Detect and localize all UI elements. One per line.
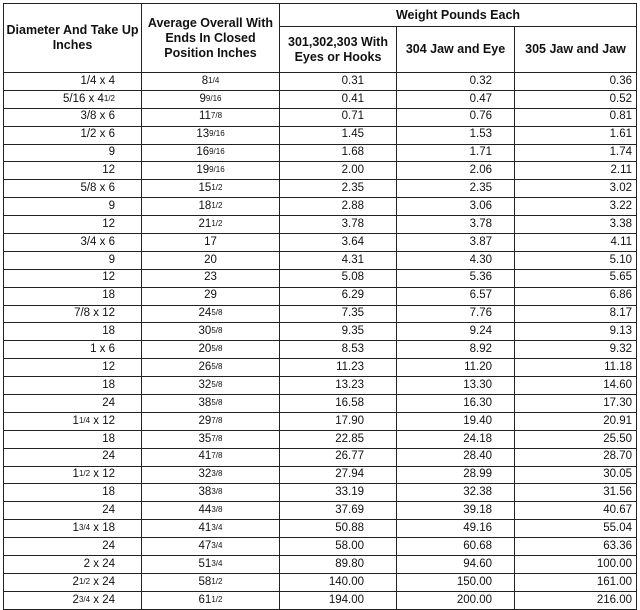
cell-weight-305: 11.18	[515, 359, 637, 377]
cell-length: $61^{1/2}$	[142, 591, 280, 609]
cell-weight-305: 31.56	[515, 484, 637, 502]
cell-weight-304: 7.76	[397, 305, 515, 323]
cell-weight-304: 1.71	[397, 144, 515, 162]
header-305: 305 Jaw and Jaw	[515, 27, 637, 73]
cell-weight-304: 3.06	[397, 198, 515, 216]
cell-weight-301: 3.78	[280, 216, 397, 234]
cell-weight-305: 40.67	[515, 502, 637, 520]
weight-table	[3, 3, 637, 610]
cell-length: $9^{9/16}$	[142, 90, 280, 108]
cell-diameter: 24	[4, 395, 142, 413]
cell-length: 17	[142, 234, 280, 252]
cell-weight-301: 2.00	[280, 162, 397, 180]
cell-weight-305: 0.81	[515, 108, 637, 126]
table-row	[4, 90, 637, 108]
cell-diameter: 5/16 x $4^{1/2}$	[4, 90, 142, 108]
cell-weight-301: 17.90	[280, 412, 397, 430]
cell-length: $35^{7/8}$	[142, 430, 280, 448]
table-row	[4, 251, 637, 269]
cell-length: $8^{1/4}$	[142, 73, 280, 91]
cell-weight-304: 94.60	[397, 556, 515, 574]
cell-diameter: $2^{1/2}$ x 24	[4, 573, 142, 591]
cell-length: $24^{5/8}$	[142, 305, 280, 323]
cell-diameter: 9	[4, 144, 142, 162]
cell-weight-305: 100.00	[515, 556, 637, 574]
cell-weight-304: 4.30	[397, 251, 515, 269]
cell-weight-301: 9.35	[280, 323, 397, 341]
cell-diameter: $1^{3/4}$ x 18	[4, 520, 142, 538]
cell-weight-301: 7.35	[280, 305, 397, 323]
table-row	[4, 520, 637, 538]
cell-weight-301: 0.31	[280, 73, 397, 91]
table-row	[4, 359, 637, 377]
cell-diameter: 18	[4, 377, 142, 395]
cell-diameter: 3/4 x 6	[4, 234, 142, 252]
cell-weight-301: 2.88	[280, 198, 397, 216]
cell-diameter: 1/4 x 4	[4, 73, 142, 91]
cell-diameter: 12	[4, 162, 142, 180]
header-diameter: Diameter And Take Up Inches	[4, 4, 142, 73]
cell-weight-304: 6.57	[397, 287, 515, 305]
header-301: 301,302,303 With Eyes or Hooks	[280, 27, 397, 73]
table-row	[4, 341, 637, 359]
cell-weight-305: 216.00	[515, 591, 637, 609]
cell-weight-305: 6.86	[515, 287, 637, 305]
cell-diameter: 5/8 x 6	[4, 180, 142, 198]
cell-length: $30^{5/8}$	[142, 323, 280, 341]
cell-weight-305: 4.11	[515, 234, 637, 252]
cell-diameter: 18	[4, 323, 142, 341]
cell-weight-301: 22.85	[280, 430, 397, 448]
table-row	[4, 180, 637, 198]
cell-weight-305: 63.36	[515, 538, 637, 556]
cell-weight-301: 6.29	[280, 287, 397, 305]
cell-weight-301: 33.19	[280, 484, 397, 502]
cell-diameter: 1 x 6	[4, 341, 142, 359]
cell-weight-301: 89.80	[280, 556, 397, 574]
cell-length: $15^{1/2}$	[142, 180, 280, 198]
cell-weight-305: 3.22	[515, 198, 637, 216]
cell-weight-301: 16.58	[280, 395, 397, 413]
cell-weight-304: 5.36	[397, 269, 515, 287]
cell-weight-301: 11.23	[280, 359, 397, 377]
table-row	[4, 216, 637, 234]
cell-length: $20^{5/8}$	[142, 341, 280, 359]
table-row	[4, 305, 637, 323]
cell-weight-304: 24.18	[397, 430, 515, 448]
cell-length: $47^{3/4}$	[142, 538, 280, 556]
cell-weight-304: 32.38	[397, 484, 515, 502]
cell-length: $51^{3/4}$	[142, 556, 280, 574]
cell-weight-305: 5.65	[515, 269, 637, 287]
cell-length: $29^{7/8}$	[142, 412, 280, 430]
table-row	[4, 573, 637, 591]
cell-length: $32^{5/8}$	[142, 377, 280, 395]
table-row	[4, 108, 637, 126]
table-row	[4, 430, 637, 448]
cell-weight-304: 28.40	[397, 448, 515, 466]
cell-weight-301: 58.00	[280, 538, 397, 556]
cell-length: 20	[142, 251, 280, 269]
header-length: Average Overall With Ends In Closed Position Inches	[142, 4, 280, 73]
cell-weight-305: 5.10	[515, 251, 637, 269]
cell-length: $16^{9/16}$	[142, 144, 280, 162]
cell-length: $41^{7/8}$	[142, 448, 280, 466]
cell-diameter: 12	[4, 269, 142, 287]
table-row	[4, 73, 637, 91]
cell-length: $26^{5/8}$	[142, 359, 280, 377]
cell-weight-305: 8.17	[515, 305, 637, 323]
cell-weight-304: 49.16	[397, 520, 515, 538]
cell-weight-301: 50.88	[280, 520, 397, 538]
table-row	[4, 162, 637, 180]
table-row	[4, 269, 637, 287]
cell-diameter: 24	[4, 448, 142, 466]
cell-weight-301: 2.35	[280, 180, 397, 198]
cell-weight-305: 3.02	[515, 180, 637, 198]
cell-weight-305: 1.61	[515, 126, 637, 144]
cell-weight-305: 0.52	[515, 90, 637, 108]
cell-diameter: 12	[4, 216, 142, 234]
cell-weight-304: 2.06	[397, 162, 515, 180]
cell-weight-305: 30.05	[515, 466, 637, 484]
cell-weight-304: 1.53	[397, 126, 515, 144]
cell-length: $38^{5/8}$	[142, 395, 280, 413]
cell-weight-305: 55.04	[515, 520, 637, 538]
cell-weight-301: 1.68	[280, 144, 397, 162]
cell-weight-304: 9.24	[397, 323, 515, 341]
cell-length: 23	[142, 269, 280, 287]
cell-weight-304: 16.30	[397, 395, 515, 413]
cell-diameter: 1/2 x 6	[4, 126, 142, 144]
table-row	[4, 126, 637, 144]
cell-weight-301: 5.08	[280, 269, 397, 287]
cell-diameter: 24	[4, 502, 142, 520]
cell-weight-305: 28.70	[515, 448, 637, 466]
cell-weight-304: 0.47	[397, 90, 515, 108]
cell-weight-304: 19.40	[397, 412, 515, 430]
cell-weight-301: 0.41	[280, 90, 397, 108]
table-row	[4, 395, 637, 413]
table-row	[4, 484, 637, 502]
cell-length: $58^{1/2}$	[142, 573, 280, 591]
cell-diameter: 9	[4, 251, 142, 269]
table-row	[4, 198, 637, 216]
cell-weight-304: 11.20	[397, 359, 515, 377]
cell-length: $32^{3/8}$	[142, 466, 280, 484]
cell-weight-304: 3.87	[397, 234, 515, 252]
table-row	[4, 377, 637, 395]
cell-diameter: 12	[4, 359, 142, 377]
cell-weight-305: 14.60	[515, 377, 637, 395]
cell-diameter: 9	[4, 198, 142, 216]
cell-length: $13^{9/16}$	[142, 126, 280, 144]
table-row	[4, 591, 637, 609]
cell-weight-301: 37.69	[280, 502, 397, 520]
cell-weight-305: 20.91	[515, 412, 637, 430]
table-body	[4, 73, 637, 610]
cell-diameter: $1^{1/2}$ x 12	[4, 466, 142, 484]
table-row	[4, 448, 637, 466]
cell-diameter: 7/8 x 12	[4, 305, 142, 323]
cell-weight-301: 26.77	[280, 448, 397, 466]
cell-diameter: 24	[4, 538, 142, 556]
header-weight-group: Weight Pounds Each	[280, 4, 637, 27]
cell-weight-301: 0.71	[280, 108, 397, 126]
cell-weight-304: 13.30	[397, 377, 515, 395]
cell-diameter: 3/8 x 6	[4, 108, 142, 126]
cell-weight-304: 150.00	[397, 573, 515, 591]
cell-weight-304: 28.99	[397, 466, 515, 484]
cell-weight-304: 8.92	[397, 341, 515, 359]
cell-weight-305: 1.74	[515, 144, 637, 162]
cell-weight-301: 1.45	[280, 126, 397, 144]
cell-weight-304: 3.78	[397, 216, 515, 234]
cell-length: $19^{9/16}$	[142, 162, 280, 180]
cell-weight-305: 2.11	[515, 162, 637, 180]
cell-weight-301: 4.31	[280, 251, 397, 269]
cell-weight-304: 39.18	[397, 502, 515, 520]
table-row	[4, 287, 637, 305]
cell-weight-305: 25.50	[515, 430, 637, 448]
table-row	[4, 323, 637, 341]
cell-diameter: 18	[4, 287, 142, 305]
cell-weight-304: 0.76	[397, 108, 515, 126]
table-row	[4, 234, 637, 252]
cell-weight-305: 3.38	[515, 216, 637, 234]
cell-weight-301: 194.00	[280, 591, 397, 609]
cell-weight-304: 200.00	[397, 591, 515, 609]
header-304: 304 Jaw and Eye	[397, 27, 515, 73]
table-row	[4, 466, 637, 484]
cell-weight-304: 0.32	[397, 73, 515, 91]
cell-length: 29	[142, 287, 280, 305]
cell-weight-304: 60.68	[397, 538, 515, 556]
cell-diameter: 18	[4, 484, 142, 502]
cell-weight-301: 8.53	[280, 341, 397, 359]
cell-weight-305: 17.30	[515, 395, 637, 413]
cell-diameter: $1^{1/4}$ x 12	[4, 412, 142, 430]
cell-weight-305: 9.13	[515, 323, 637, 341]
cell-diameter: 18	[4, 430, 142, 448]
cell-diameter: $2^{3/4}$ x 24	[4, 591, 142, 609]
table-row	[4, 144, 637, 162]
cell-weight-301: 27.94	[280, 466, 397, 484]
cell-length: $21^{1/2}$	[142, 216, 280, 234]
cell-length: $44^{3/8}$	[142, 502, 280, 520]
cell-weight-301: 13.23	[280, 377, 397, 395]
table-row	[4, 412, 637, 430]
table-row	[4, 502, 637, 520]
cell-weight-301: 140.00	[280, 573, 397, 591]
cell-weight-301: 3.64	[280, 234, 397, 252]
cell-length: $11^{7/8}$	[142, 108, 280, 126]
cell-length: $18^{1/2}$	[142, 198, 280, 216]
table-row	[4, 538, 637, 556]
table-row	[4, 556, 637, 574]
cell-length: $38^{3/8}$	[142, 484, 280, 502]
cell-weight-304: 2.35	[397, 180, 515, 198]
cell-weight-305: 9.32	[515, 341, 637, 359]
cell-length: $41^{3/4}$	[142, 520, 280, 538]
cell-weight-305: 161.00	[515, 573, 637, 591]
cell-diameter: 2 x 24	[4, 556, 142, 574]
cell-weight-305: 0.36	[515, 73, 637, 91]
